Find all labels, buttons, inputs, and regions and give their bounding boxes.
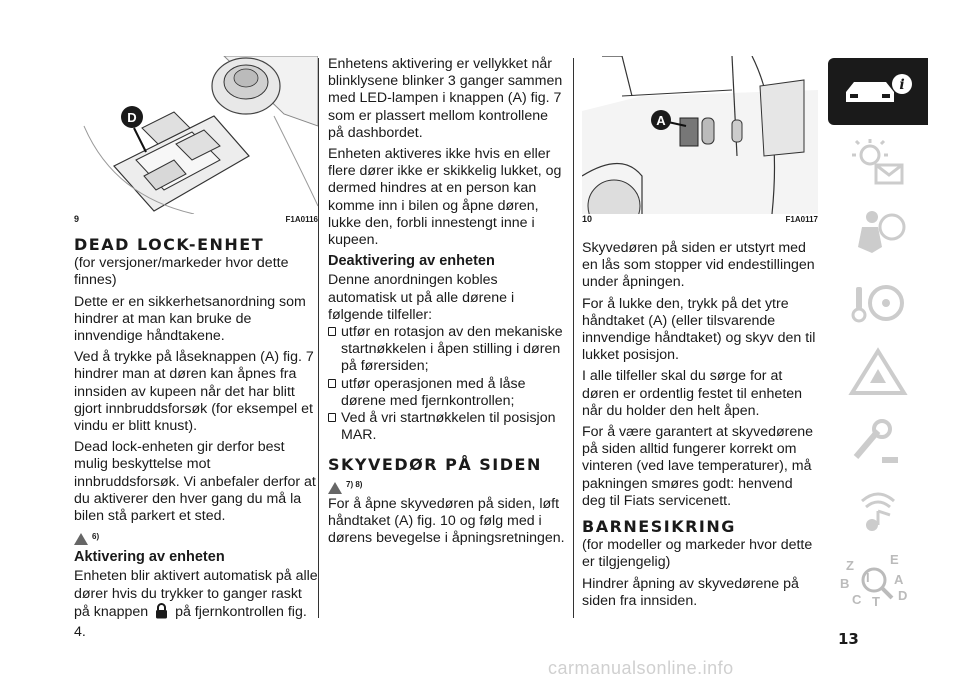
door-lock-switch-illustration: [74, 56, 318, 214]
paragraph: Denne anordningen kobles automatisk ut på alle dørene i følgende tilfeller:: [328, 272, 515, 323]
section-heading-child-lock: BARNESIKRING: [582, 517, 736, 537]
paragraph: For å åpne skyvedøren på siden, løft håndtaket (A) fig. 10 og følg med i dørens bevegelse i åpningsretningen.: [328, 495, 565, 547]
van-sliding-door-illustration: [582, 56, 818, 214]
tab-safety[interactable]: [828, 198, 928, 265]
list-item: utfør operasjonen med å låse dørene med fjernkontrollen;: [328, 376, 566, 410]
tab-multimedia[interactable]: [828, 478, 928, 545]
multimedia-icon: [848, 487, 908, 537]
warning-lights-icon: [848, 137, 908, 187]
figure-code: F1A0116: [285, 214, 318, 224]
column-2: [328, 56, 566, 551]
figure-number: 9: [74, 213, 80, 224]
svg-text:A: A: [894, 571, 904, 587]
bullet-square-icon: [328, 327, 336, 336]
paragraph: Enheten aktiveres ikke hvis en eller flere dører ikke er skikkelig lukket, og dermed hindres at en person kan komme inn i bilen og åpne døren, lukke den, forbli innestengt inne i kupeen.: [328, 146, 562, 249]
svg-text:T: T: [872, 593, 880, 609]
watermark: carmanualsonline.info: [548, 658, 734, 678]
figure-10: [582, 56, 818, 224]
svg-text:I: I: [866, 569, 870, 585]
page-number: 13: [838, 630, 859, 648]
padlock-icon: [155, 603, 168, 624]
bullet-square-icon: [328, 413, 336, 422]
figure-9: [74, 56, 318, 224]
tab-car-info[interactable]: [828, 58, 928, 125]
column-divider: [573, 58, 574, 618]
tab-starting-driving[interactable]: [828, 268, 928, 335]
airbag-icon: [848, 207, 908, 257]
paragraph: I alle tilfeller skal du sørge for at døren er ordentlig festet til enheten når du holder den helt åpen.: [582, 368, 803, 419]
paragraph: (for versjoner/markeder hvor dette finnes): [74, 255, 289, 289]
svg-text:D: D: [898, 587, 908, 603]
svg-text:B: B: [840, 575, 850, 591]
paragraph: Dead lock-enheten gir derfor best mulig beskyttelse mot innbruddsforsøk. Vi anbefaler derfor at du aktiverer den hver gang du må la bilen stå parkert et sted.: [74, 439, 316, 525]
list-item: Ved å vri startnøkkelen til posisjon MAR.: [328, 410, 566, 444]
index-icon: [838, 554, 918, 610]
paragraph: For å lukke den, trykk på det ytre håndtaket (A) (eller tilsvarende innvendige håndtaket) og skyv den til lukket posisjon.: [582, 295, 816, 364]
paragraph: Skyvedøren på siden er utstyrt med en lås som stopper vid endestillingen under åpningen.: [582, 240, 815, 291]
warning-note: [74, 527, 318, 545]
paragraph: Hindrer åpning av skyvedørene på siden fra innsiden.: [582, 575, 799, 609]
tab-maintenance[interactable]: [828, 408, 928, 475]
svg-text:E: E: [890, 553, 899, 567]
chapter-tabs: [828, 58, 928, 618]
column-1: [74, 56, 318, 645]
svg-text:C: C: [852, 591, 862, 607]
figure-code: F1A0117: [785, 214, 818, 224]
subheading-activation: Aktivering av enheten: [74, 549, 225, 566]
svg-text:i: i: [899, 76, 905, 93]
warning-note: [328, 476, 566, 494]
column-divider: [318, 58, 319, 618]
subheading-deactivation: Deaktivering av enheten: [328, 253, 495, 270]
paragraph: Enhetens aktivering er vellykket når blinklysene blinker 3 ganger sammen med LED-lampen i knappen (A) fig. 7 som er plassert mellom kontrollene på dashbordet.: [328, 56, 563, 141]
section-heading-dead-lock: DEAD LOCK-ENHET: [74, 235, 265, 254]
car-info-icon: [842, 70, 914, 114]
bullet-square-icon: [328, 379, 336, 388]
paragraph: (for modeller og markeder hvor dette er tilgjengelig): [582, 537, 813, 571]
tab-emergency[interactable]: [828, 338, 928, 405]
warning-reference: 7) 8): [346, 480, 363, 490]
tab-warning-lights[interactable]: [828, 128, 928, 195]
callout-label: D: [127, 110, 137, 125]
section-heading-sliding-door: SKYVEDØR PÅ SIDEN: [328, 455, 542, 475]
paragraph: Enheten blir aktivert automatisk på alle dører hvis du trykker to ganger raskt på knappen på fjernkontrollen fig. 4.: [74, 568, 318, 641]
warning-triangle-icon: [328, 482, 342, 494]
tab-index[interactable]: [828, 548, 928, 615]
callout-label: A: [656, 113, 666, 128]
figure-number: 10: [582, 213, 593, 224]
road-emergency-icon: [848, 347, 908, 397]
paragraph: Dette er en sikkerhetsanordning som hindrer at man kan bruke de innvendige håndtakene.: [74, 293, 306, 345]
steering-key-icon: [848, 277, 908, 327]
warning-reference: 6): [92, 532, 100, 542]
paragraph: For å være garantert at skyvedørene på siden alltid fungerer korrekt om vinteren (ved lave temperaturer), må pakningen smøres godt: henvend deg til Fiats servicenett.: [582, 424, 814, 509]
list-item: utfør en rotasjon av den mekaniske startnøkkelen i åpen stilling i døren på førersiden;: [328, 324, 566, 376]
column-3: [582, 56, 818, 614]
svg-text:Z: Z: [846, 557, 854, 573]
maintenance-icon: [848, 417, 908, 467]
warning-triangle-icon: [74, 533, 88, 545]
paragraph: Ved å trykke på låseknappen (A) fig. 7 hindrer man at døren kan åpnes fra innsiden av kupeen når det har blitt gjort innbruddsforsøk (for eksempel et vindu er blitt knust).: [74, 349, 314, 435]
